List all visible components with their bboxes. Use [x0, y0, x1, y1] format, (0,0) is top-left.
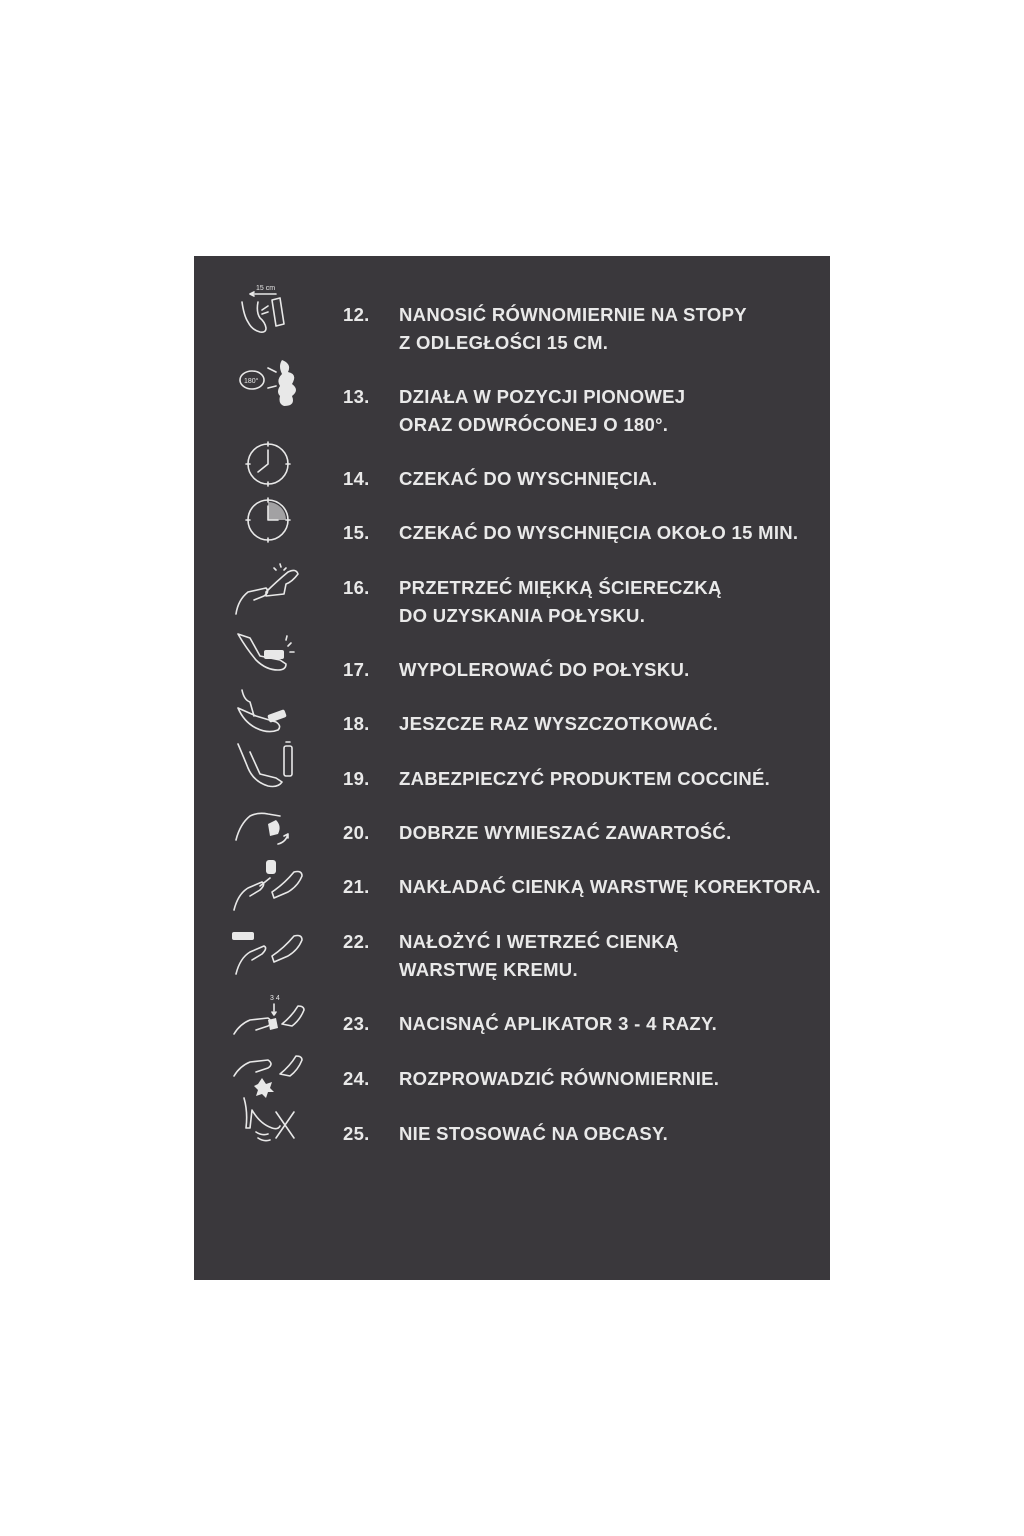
step-text	[399, 1010, 717, 1038]
step-line: NIE STOSOWAĆ NA OBCASY.	[399, 1123, 669, 1144]
clock-icon	[228, 436, 308, 492]
step-line: ORAZ ODWRÓCONEJ O 180°.	[399, 414, 669, 435]
hand-shake-bottle-icon	[228, 800, 308, 856]
hand-spread-icon	[228, 1044, 308, 1100]
step-line: DZIAŁA W POZYCJI PIONOWEJ	[399, 386, 686, 407]
step-line: ZABEZPIECZYĆ PRODUKTEM COCCINÉ.	[399, 768, 771, 789]
step-text	[399, 383, 685, 439]
step-text	[399, 465, 657, 493]
instructions-panel: 15 cm 12. NANOSIĆ RÓWNOMIERNIE NA STOPY Z ODLEGŁOŚCI 15 CM. 180° 13. DZIAŁA W POZYCJI PIONOWEJ ORAZ ODWRÓCONEJ O 180°. 14. CZEKAĆ DO WYSCHNIĘCIA. 15. CZEKAĆ DO WYSCHNIĘCIA OKOŁO 15 MIN. 16. PRZETRZEĆ MIĘKKĄ ŚCIERECZKĄ DO UZYSKANIA POŁYSKU. 17. WYPOLEROWAĆ DO POŁYSKU. 18. JESZCZE RAZ WYSZCZOTKOWAĆ. 19. ZABEZPIECZYĆ PRODUKTEM COCCINÉ. 20. DOBRZE WYMIESZAĆ ZAWARTOŚĆ. 21. NAKŁADAĆ CIENKĄ WARSTWĘ KOREKTORA. 22. NAŁOŻYĆ I WETRZEĆ CIENKĄ WARSTWĘ KREMU. 3 4 23. NACISNĄĆ APLIKATOR 3 - 4 RAZY. 24. ROZPROWADZIĆ RÓWNOMIERNIE. 25. NIE STOSOWAĆ NA OBCASY.	[194, 256, 830, 1280]
shoe-brush-icon	[228, 684, 308, 740]
step-line: Z ODLEGŁOŚCI 15 CM.	[399, 332, 609, 353]
step-text	[399, 574, 722, 630]
hand-cream-tube-shoe-icon	[228, 922, 308, 978]
step-line: WARSTWĘ KREMU.	[399, 959, 578, 980]
step-line: CZEKAĆ DO WYSCHNIĘCIA OKOŁO 15 MIN.	[399, 522, 799, 543]
step-line: JESZCZE RAZ WYSZCZOTKOWAĆ.	[399, 713, 719, 734]
hand-cloth-shoe-icon	[228, 562, 308, 618]
step-line: NAŁOŻYĆ I WETRZEĆ CIENKĄ	[399, 931, 679, 952]
step-line: NANOSIĆ RÓWNOMIERNIE NA STOPY	[399, 304, 747, 325]
svg-text:180°: 180°	[244, 378, 259, 385]
step-text	[399, 1120, 668, 1148]
shoe-brush-shine-icon	[228, 626, 308, 682]
step-text	[399, 656, 690, 684]
heel-crossed-icon	[228, 1094, 308, 1150]
clock-15min-icon	[228, 492, 308, 548]
step-text	[399, 1065, 719, 1093]
step-line: NAKŁADAĆ CIENKĄ WARSTWĘ KOREKTORA.	[399, 876, 821, 897]
step-line: WYPOLEROWAĆ DO POŁYSKU.	[399, 659, 690, 680]
step-line: ROZPROWADZIĆ RÓWNOMIERNIE.	[399, 1068, 720, 1089]
step-text	[399, 301, 747, 357]
hand-corrector-shoe-icon	[228, 858, 308, 914]
step-line: PRZETRZEĆ MIĘKKĄ ŚCIERECZKĄ	[399, 577, 722, 598]
step-line: DO UZYSKANIA POŁYSKU.	[399, 605, 646, 626]
step-text	[399, 710, 718, 738]
spray-180-icon	[228, 358, 308, 414]
step-line: NACISNĄĆ APLIKATOR 3 - 4 RAZY.	[399, 1013, 718, 1034]
step-text	[399, 765, 770, 793]
spray-feet-15cm-icon	[228, 282, 308, 338]
step-text	[399, 873, 821, 901]
svg-text:3 4: 3 4	[270, 995, 280, 1002]
step-text	[399, 819, 732, 847]
shoe-protector-spray-icon	[228, 740, 308, 796]
step-text	[399, 519, 798, 547]
hand-applicator-press-icon	[228, 990, 308, 1046]
step-text	[399, 928, 679, 984]
step-line: CZEKAĆ DO WYSCHNIĘCIA.	[399, 468, 658, 489]
step-line: DOBRZE WYMIESZAĆ ZAWARTOŚĆ.	[399, 822, 732, 843]
svg-text:15 cm: 15 cm	[256, 285, 276, 292]
